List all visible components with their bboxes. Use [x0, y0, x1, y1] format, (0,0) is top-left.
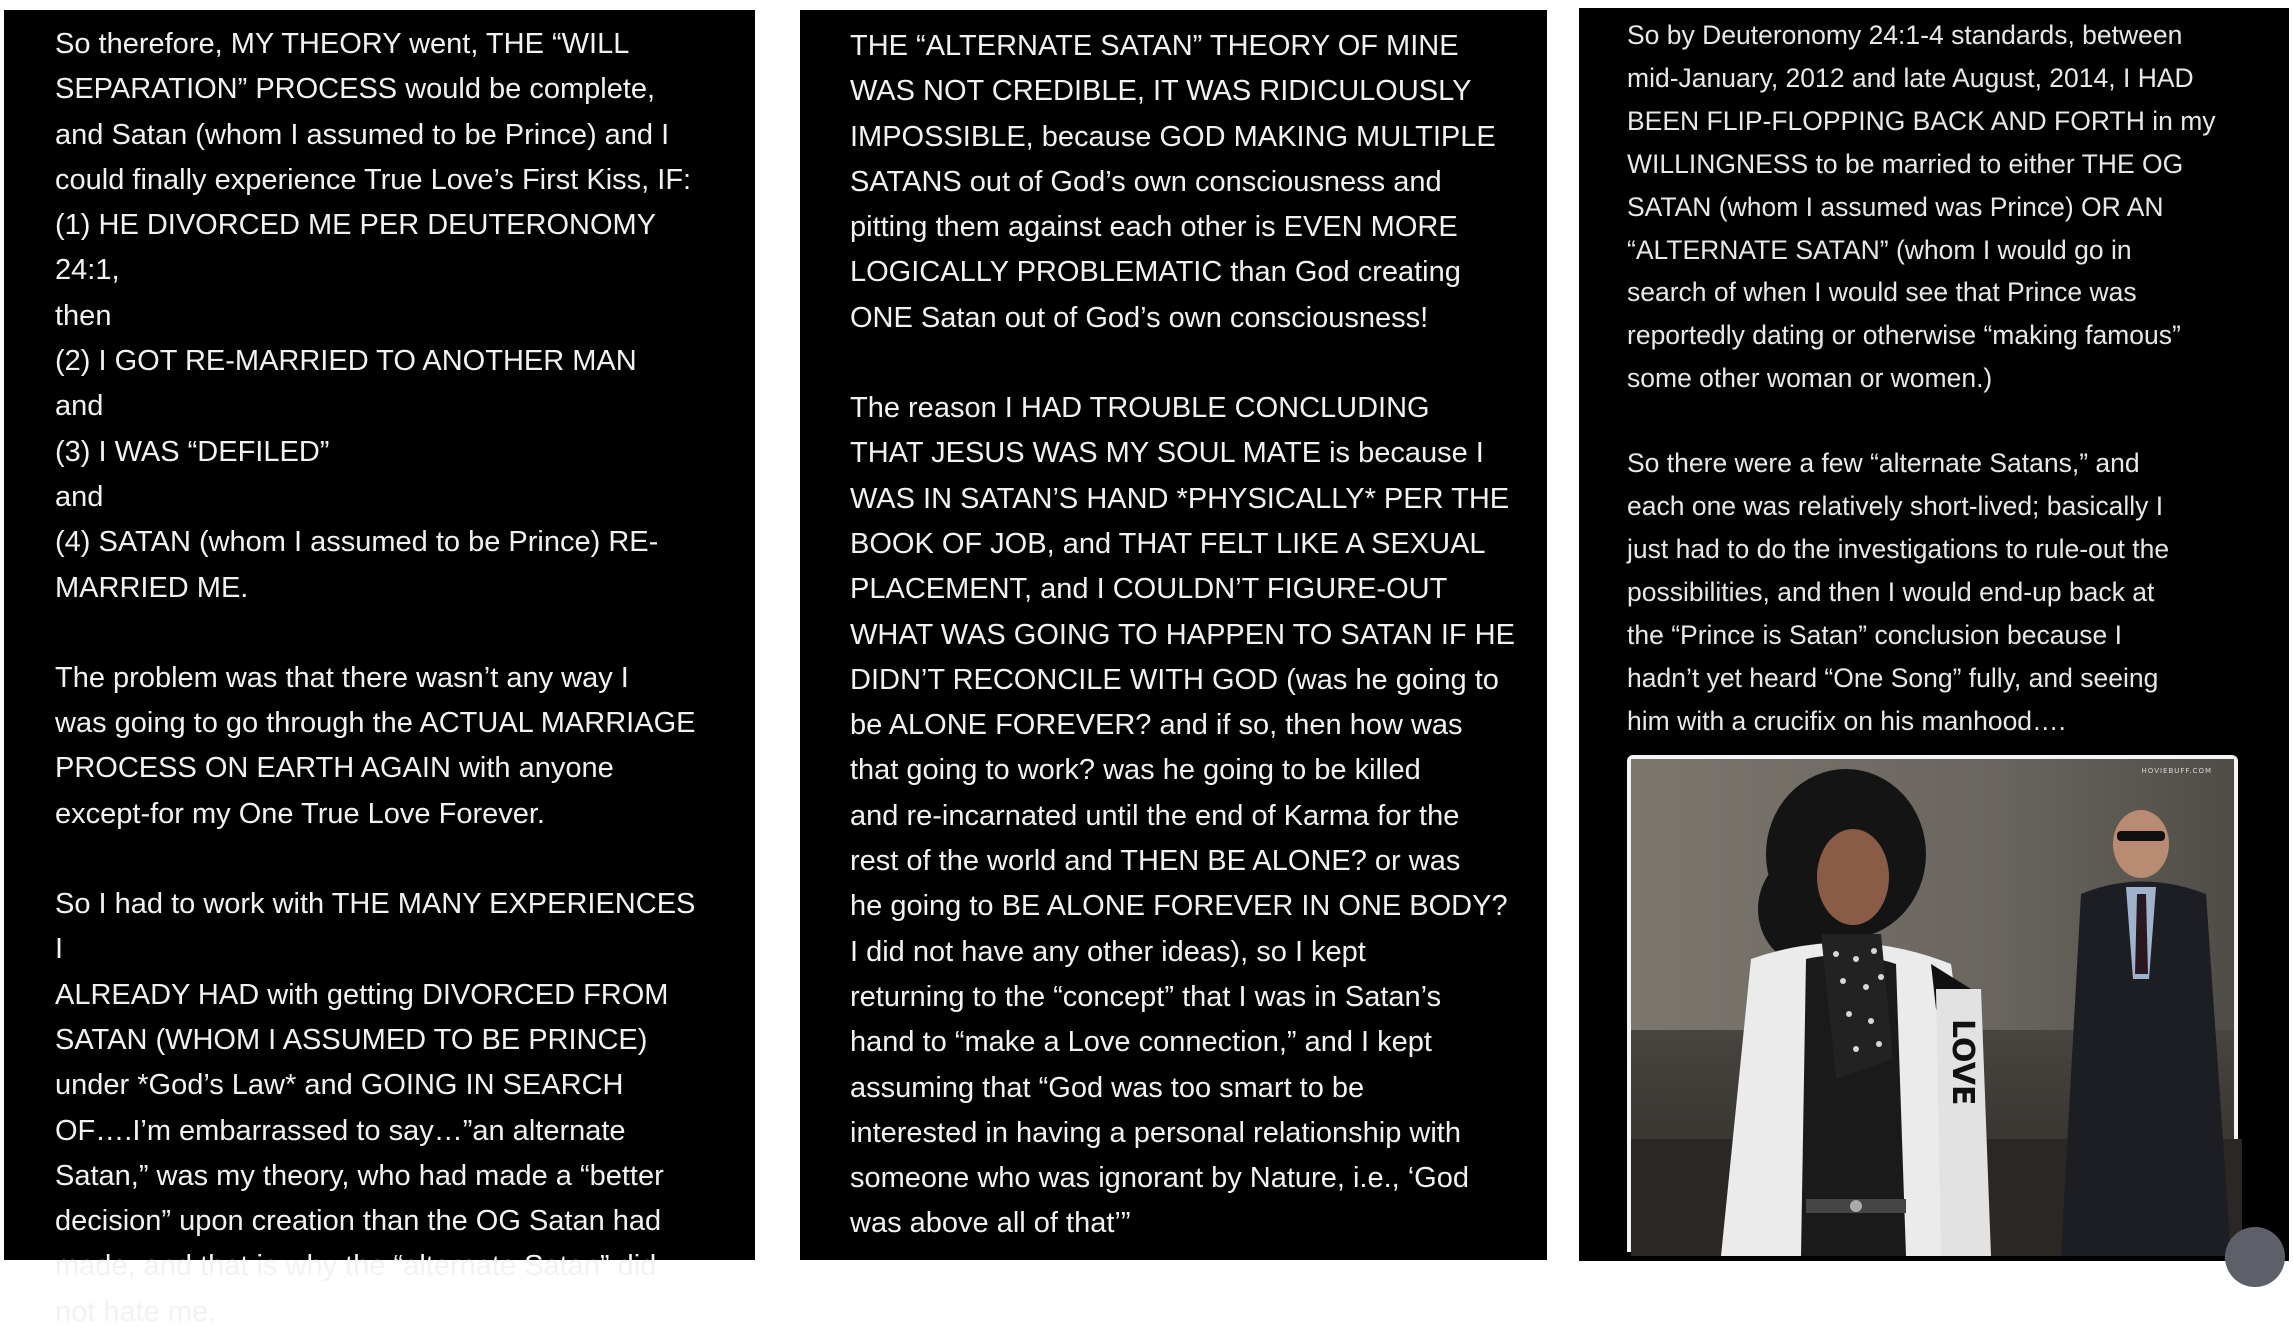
foreground-man — [1721, 769, 1991, 1256]
text-panel-middle — [800, 10, 1547, 1260]
background-man — [2061, 810, 2231, 1256]
paragraph: So by Deuteronomy 24:1-4 standards, between mid-January, 2012 and late August, 2014, I HAD BEEN FLIP-FLOPPING BACK AND FORTH in my WILLINGNESS to be married to either THE OG SATAN (whom I assumed was Prince) OR AN “ALTERNATE SATAN” (whom I would go in search of when I would see that Prince was reportedly dating or otherwise “making famous” some other woman or women.) — [1627, 20, 2216, 394]
paragraph: The reason I HAD TROUBLE CONCLUDING THAT JESUS WAS MY SOUL MATE is because I WAS IN SATAN’S HAND *PHYSICALLY* PER THE BOOK OF JOB, and THAT FELT LIKE A SEXUAL PLACEMENT, and I COULDN’T FIGURE-OUT WHAT WAS GOING TO HAPPEN TO SATAN IF HE DIDN’T RECONCILE WITH GOD (was he going to be ALONE FOREVER? and if so, then how was that going to work? was he going to be killed and re-incarnated until the end of Karma for the rest of the world and THEN BE ALONE? or was he going to BE ALONE FOREVER IN ONE BODY? I did not have any other ideas), so I kept returning to the “concept” that I was in Satan’s hand to “make a Love connection,” and I kept assuming that “God was too smart to be interested in having a personal relationship with someone who was ignorant by Nature, i.e., ‘God was above all of that’” — [850, 392, 1515, 1240]
text-panel-left — [4, 10, 755, 1328]
paragraph: So there were a few “alternate Satans,” and each one was relatively short-lived; basically I just had to do the investigations to rule-out the possibilities, and then I would end-up back at the “Prince is Satan” conclusion because I hadn’t yet heard “One Song” fully, and seeing him with a crucifix on his manhood…. — [1627, 448, 2170, 736]
corner-circle-icon — [2225, 1227, 2285, 1287]
paragraph: The problem was that there wasn’t any way I was going to go through the ACTUAL MARRIAGE PROCESS ON EARTH AGAIN with anyone except-for my One True Love Forever. — [55, 661, 696, 830]
embedded-photo — [1627, 755, 2238, 1252]
photo-figures — [1631, 759, 2242, 1256]
sleeve-lettering: LOVE — [1945, 1018, 1980, 1105]
paragraph: So therefore, MY THEORY went, THE “WILL SEPARATION” PROCESS would be complete, and Satan (whom I assumed to be Prince) and I could finally experience True Love’s First Kiss, IF: (1) HE DIVORCED ME PER DEUTERONOMY 24:1, then (2) I GOT RE-MARRIED TO ANOTHER MAN and (3) I WAS “DEFILED” and (4) SATAN (whom I assumed to be Prince) RE- MARRIED ME. — [55, 28, 692, 604]
text-panel-right — [1579, 8, 2289, 1261]
paragraph: So I had to work with THE MANY EXPERIENCES I ALREADY HAD with getting DIVORCED FROM SATAN (WHOM I ASSUMED TO BE PRINCE) under *God’s Law* and GOING IN SEARCH OF….I’m embarrassed to say…”an alternate Satan,” was my theory, who had made a “better decision” upon creation than the OG Satan had made, and that is why the “alternate Satan” did not hate me. — [55, 888, 696, 1328]
photo-watermark: HOVIEBUFF.COM — [2141, 766, 2212, 775]
paragraph: THE “ALTERNATE SATAN” THEORY OF MINE WAS NOT CREDIBLE, IT WAS RIDICULOUSLY IMPOSSIBLE, because GOD MAKING MULTIPLE SATANS out of God’s own consciousness and pitting them against each other is EVEN MORE LOGICALLY PROBLEMATIC than God creating ONE Satan out of God’s own consciousness! — [850, 30, 1496, 334]
